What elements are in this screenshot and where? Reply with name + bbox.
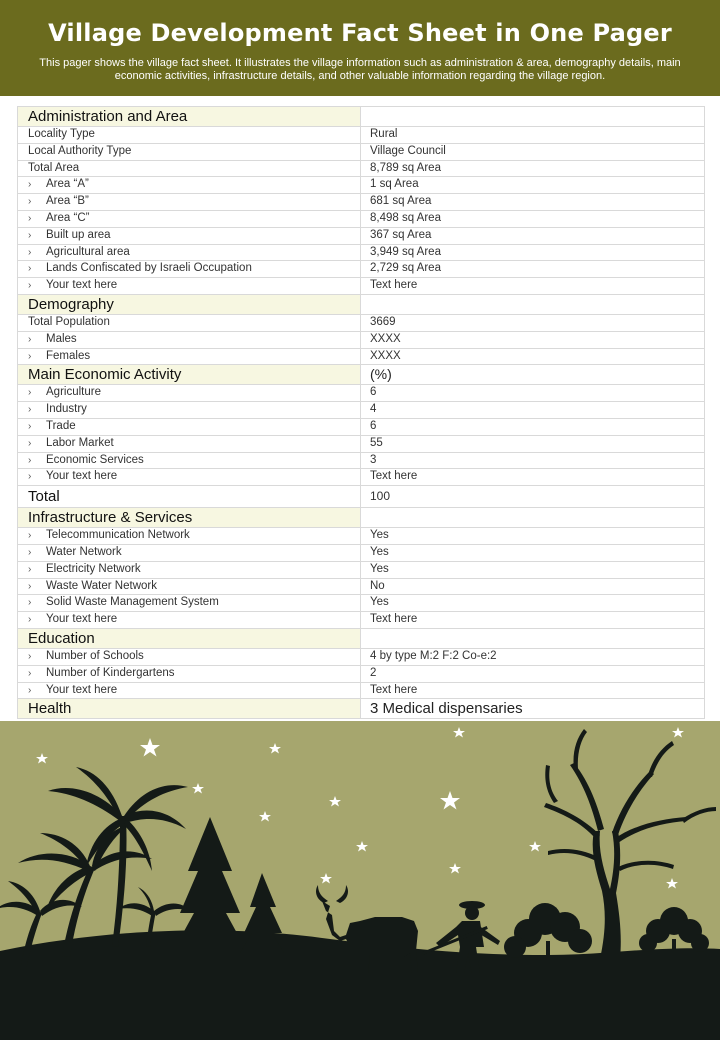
section-title: Main Economic Activity [18, 365, 361, 384]
row-value: 681 sq Area [370, 195, 432, 208]
page-title: Village Development Fact Sheet in One Pager [48, 19, 672, 47]
row-label: Solid Waste Management System [46, 596, 219, 609]
chevron-right-icon: › [28, 404, 32, 416]
row-label: Lands Confiscated by Israeli Occupation [46, 262, 252, 275]
row-value: 4 by type M:2 F:2 Co-e:2 [370, 649, 497, 662]
row-label: Telecommunication Network [46, 529, 190, 542]
row-label: Trade [46, 419, 76, 432]
chevron-right-icon: › [28, 246, 32, 258]
row-value: XXXX [370, 349, 401, 362]
village-landscape-illustration [0, 721, 720, 1040]
section-header-demography [18, 295, 704, 315]
table-row [18, 419, 704, 436]
row-value: 3 [370, 453, 377, 466]
row-value: 2,729 sq Area [370, 262, 441, 275]
row-label: Area “B” [46, 195, 89, 208]
row-value: 8,789 sq Area [370, 161, 441, 174]
row-label: Your text here [46, 279, 118, 292]
chevron-right-icon: › [28, 350, 32, 362]
table-row [18, 612, 704, 629]
chevron-right-icon: › [28, 263, 32, 275]
row-label: Males [46, 332, 77, 345]
health-value: 3 Medical dispensaries [370, 700, 523, 718]
row-label: Agricultural area [46, 245, 130, 258]
row-value: Text here [370, 470, 418, 483]
row-label: Number of Kindergartens [46, 666, 175, 679]
chevron-right-icon: › [28, 650, 32, 662]
chevron-right-icon: › [28, 614, 32, 626]
table-row [18, 144, 704, 161]
table-row [18, 595, 704, 612]
chevron-right-icon: › [28, 420, 32, 432]
section-title: Health [18, 699, 361, 718]
table-row [18, 127, 704, 144]
row-label: Waste Water Network [46, 579, 157, 592]
row-label: Area “C” [46, 211, 90, 224]
chevron-right-icon: › [28, 196, 32, 208]
row-label: Your text here [46, 683, 118, 696]
row-value: No [370, 579, 385, 592]
row-value: 1 sq Area [370, 178, 419, 191]
chevron-right-icon: › [28, 179, 32, 191]
table-row [18, 666, 704, 683]
row-label: Labor Market [46, 436, 114, 449]
row-value: 3,949 sq Area [370, 245, 441, 258]
row-label: Your text here [46, 470, 118, 483]
row-value: 6 [370, 386, 377, 399]
row-value: Yes [370, 529, 389, 542]
table-row [18, 436, 704, 453]
table-row [18, 332, 704, 349]
table-row [18, 528, 704, 545]
row-label: Locality Type [18, 127, 361, 143]
section-title: Demography [18, 295, 361, 314]
row-value: 4 [370, 403, 377, 416]
table-row [18, 649, 704, 666]
chevron-right-icon: › [28, 597, 32, 609]
row-value: Rural [370, 128, 398, 140]
page-description: This pager shows the village fact sheet. It illustrates the village information such as administration & area, demography details, main economic activities, infrastructure details, and other valuable information regarding the village region. [39, 57, 681, 82]
table-row [18, 278, 704, 295]
row-value: 55 [370, 436, 383, 449]
section-header-education [18, 629, 704, 649]
row-value: 6 [370, 419, 377, 432]
table-row [18, 245, 704, 262]
unit-label: (%) [370, 366, 392, 383]
row-label: Your text here [46, 613, 118, 626]
chevron-right-icon: › [28, 580, 32, 592]
table-row [18, 228, 704, 245]
total-label: Total [18, 486, 361, 507]
table-row [18, 349, 704, 366]
chevron-right-icon: › [28, 530, 32, 542]
section-header-infrastructure [18, 508, 704, 528]
table-row [18, 402, 704, 419]
chevron-right-icon: › [28, 229, 32, 241]
section-header-health [18, 699, 704, 719]
table-row [18, 545, 704, 562]
chevron-right-icon: › [28, 437, 32, 449]
chevron-right-icon: › [28, 563, 32, 575]
chevron-right-icon: › [28, 684, 32, 696]
row-label: Females [46, 349, 91, 362]
row-value: Yes [370, 596, 389, 609]
table-row [18, 315, 704, 332]
header-banner [0, 0, 720, 96]
row-value: XXXX [370, 332, 401, 345]
chevron-right-icon: › [28, 280, 32, 292]
row-label: Industry [46, 403, 87, 416]
row-value: Text here [370, 279, 418, 292]
row-value: Text here [370, 683, 418, 696]
row-value: 8,498 sq Area [370, 211, 441, 224]
table-row [18, 177, 704, 194]
section-title: Infrastructure & Services [18, 508, 361, 527]
table-row [18, 453, 704, 470]
chevron-right-icon: › [28, 546, 32, 558]
row-value: Yes [370, 545, 389, 558]
row-label: Area “A” [46, 178, 89, 191]
chevron-right-icon: › [28, 212, 32, 224]
row-value: 367 sq Area [370, 228, 432, 241]
row-value: Yes [370, 562, 389, 575]
table-row [18, 562, 704, 579]
table-row [18, 469, 704, 486]
row-value: Text here [370, 613, 418, 626]
row-label: Electricity Network [46, 562, 141, 575]
row-label: Total Area [18, 161, 361, 177]
chevron-right-icon: › [28, 333, 32, 345]
section-title: Administration and Area [18, 107, 361, 126]
total-value: 100 [370, 489, 391, 504]
chevron-right-icon: › [28, 667, 32, 679]
table-row [18, 683, 704, 700]
row-value: 3669 [370, 315, 396, 328]
section-title: Education [18, 629, 361, 648]
table-row [18, 211, 704, 228]
total-row [18, 486, 704, 508]
chevron-right-icon: › [28, 387, 32, 399]
section-header-economy [18, 365, 704, 385]
row-value: Village Council [370, 144, 446, 157]
chevron-right-icon: › [28, 454, 32, 466]
chevron-right-icon: › [28, 471, 32, 483]
fact-sheet-table [17, 106, 705, 719]
row-label: Built up area [46, 228, 111, 241]
table-row [18, 194, 704, 211]
table-row [18, 261, 704, 278]
row-label: Economic Services [46, 453, 144, 466]
row-label: Local Authority Type [18, 144, 361, 160]
row-label: Number of Schools [46, 649, 144, 662]
row-value: 2 [370, 666, 377, 679]
row-label: Water Network [46, 545, 122, 558]
table-row [18, 161, 704, 178]
row-label: Agriculture [46, 386, 101, 399]
section-header-administration [18, 107, 704, 127]
table-row [18, 385, 704, 402]
table-row [18, 579, 704, 596]
row-label: Total Population [18, 315, 361, 331]
